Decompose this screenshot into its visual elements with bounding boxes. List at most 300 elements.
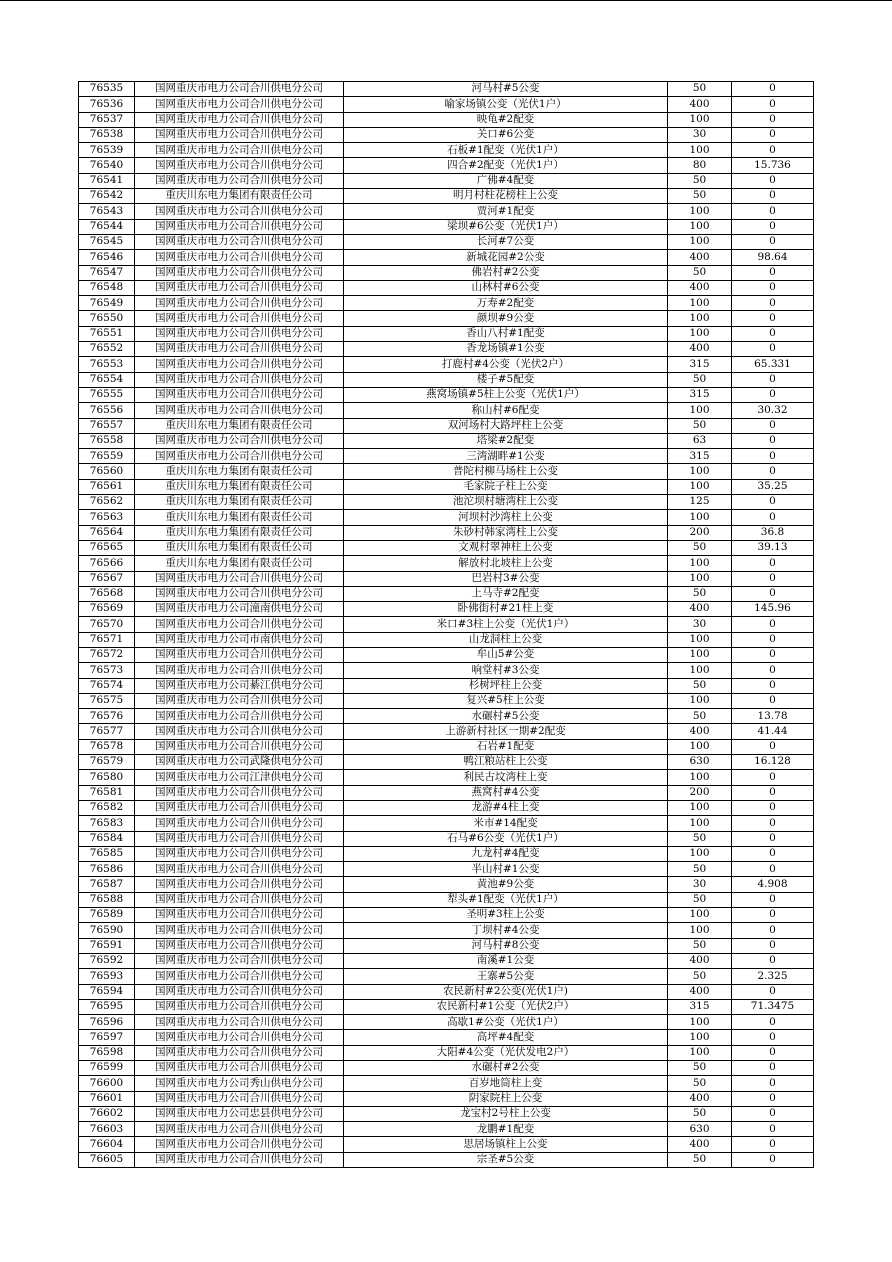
value-cell: 0 (732, 510, 814, 525)
table-row (79, 296, 814, 311)
capacity-cell: 315 (668, 999, 732, 1014)
capacity-cell: 100 (668, 632, 732, 647)
row-id-cell: 76554 (79, 372, 135, 387)
table-row (79, 510, 814, 525)
transformer-name-cell: 农民新村#2公变(光伏1户) (344, 984, 668, 999)
capacity-cell: 50 (668, 540, 732, 555)
value-cell: 41.44 (732, 724, 814, 739)
transformer-name-cell: 响堂村#3公变 (344, 663, 668, 678)
row-id-cell: 76537 (79, 112, 135, 127)
table-row (79, 923, 814, 938)
table-row (79, 82, 814, 97)
row-id-cell: 76603 (79, 1122, 135, 1137)
value-cell: 0 (732, 800, 814, 815)
value-cell: 0 (732, 892, 814, 907)
transformer-name-cell: 石马#6公变（光伏1户） (344, 831, 668, 846)
company-cell: 国网重庆市电力公司合川供电分公司 (135, 1045, 344, 1060)
table-row (79, 326, 814, 341)
value-cell: 0 (732, 1106, 814, 1121)
transformer-name-cell: 杉树坪柱上公变 (344, 678, 668, 693)
value-cell: 36.8 (732, 525, 814, 540)
row-id-cell: 76549 (79, 296, 135, 311)
capacity-cell: 100 (668, 770, 732, 785)
value-cell: 0 (732, 234, 814, 249)
value-cell: 0 (732, 1030, 814, 1045)
company-cell: 国网重庆市电力公司合川供电分公司 (135, 82, 344, 97)
transformer-name-cell: 阴家院柱上公变 (344, 1091, 668, 1106)
table-row (79, 1152, 814, 1167)
transformer-name-cell: 香山八村#1配变 (344, 326, 668, 341)
row-id-cell: 76539 (79, 143, 135, 158)
company-cell: 重庆川东电力集团有限责任公司 (135, 495, 344, 510)
capacity-cell: 50 (668, 938, 732, 953)
table-row (79, 97, 814, 112)
row-id-cell: 76585 (79, 846, 135, 861)
company-cell: 国网重庆市电力公司合川供电分公司 (135, 1091, 344, 1106)
transformer-name-cell: 上马寺#2配变 (344, 586, 668, 601)
table-row (79, 1091, 814, 1106)
transformer-name-cell: 河坝村沙湾柱上公变 (344, 510, 668, 525)
row-id-cell: 76562 (79, 495, 135, 510)
capacity-cell: 125 (668, 495, 732, 510)
row-id-cell: 76570 (79, 617, 135, 632)
table-body (79, 82, 814, 1168)
table-row (79, 449, 814, 464)
company-cell: 国网重庆市电力公司合川供电分公司 (135, 831, 344, 846)
company-cell: 国网重庆市电力公司合川供电分公司 (135, 112, 344, 127)
row-id-cell: 76550 (79, 311, 135, 326)
company-cell: 国网重庆市电力公司合川供电分公司 (135, 357, 344, 372)
value-cell: 65.331 (732, 357, 814, 372)
transformer-name-cell: 楼子#5配变 (344, 372, 668, 387)
value-cell: 0 (732, 984, 814, 999)
transformer-name-cell: 三湾湖畔#1公变 (344, 449, 668, 464)
row-id-cell: 76547 (79, 265, 135, 280)
row-id-cell: 76576 (79, 709, 135, 724)
capacity-cell: 315 (668, 387, 732, 402)
row-id-cell: 76556 (79, 403, 135, 418)
table-row (79, 280, 814, 295)
company-cell: 国网重庆市电力公司合川供电分公司 (135, 571, 344, 586)
value-cell: 0 (732, 693, 814, 708)
row-id-cell: 76544 (79, 219, 135, 234)
table-row (79, 234, 814, 249)
capacity-cell: 30 (668, 127, 732, 142)
capacity-cell: 100 (668, 234, 732, 249)
row-id-cell: 76552 (79, 342, 135, 357)
row-id-cell: 76601 (79, 1091, 135, 1106)
table-row (79, 173, 814, 188)
capacity-cell: 50 (668, 265, 732, 280)
transformer-name-cell: 关口#6公变 (344, 127, 668, 142)
company-cell: 国网重庆市电力公司合川供电分公司 (135, 938, 344, 953)
company-cell: 国网重庆市电力公司合川供电分公司 (135, 433, 344, 448)
capacity-cell: 400 (668, 1091, 732, 1106)
table-row (79, 1045, 814, 1060)
transformer-name-cell: 九龙村#4配变 (344, 846, 668, 861)
capacity-cell: 100 (668, 556, 732, 571)
capacity-cell: 100 (668, 739, 732, 754)
value-cell: 2.325 (732, 969, 814, 984)
value-cell: 0 (732, 189, 814, 204)
value-cell: 0 (732, 265, 814, 280)
value-cell: 35.25 (732, 479, 814, 494)
company-cell: 国网重庆市电力公司合川供电分公司 (135, 862, 344, 877)
row-id-cell: 76569 (79, 602, 135, 617)
table-row (79, 495, 814, 510)
table-row (79, 571, 814, 586)
capacity-cell: 400 (668, 984, 732, 999)
capacity-cell: 50 (668, 1061, 732, 1076)
value-cell: 0 (732, 739, 814, 754)
capacity-cell: 50 (668, 1152, 732, 1167)
row-id-cell: 76542 (79, 189, 135, 204)
row-id-cell: 76538 (79, 127, 135, 142)
company-cell: 国网重庆市电力公司合川供电分公司 (135, 739, 344, 754)
table-row (79, 785, 814, 800)
company-cell: 国网重庆市电力公司合川供电分公司 (135, 953, 344, 968)
row-id-cell: 76560 (79, 464, 135, 479)
transformer-name-cell: 普陀村柳马场柱上公变 (344, 464, 668, 479)
table-row (79, 372, 814, 387)
company-cell: 国网重庆市电力公司合川供电分公司 (135, 250, 344, 265)
value-cell: 0 (732, 296, 814, 311)
transformer-name-cell: 朱砂村韩家湾柱上公变 (344, 525, 668, 540)
table-row (79, 525, 814, 540)
table-row (79, 1137, 814, 1152)
transformer-name-cell: 解放村北坡柱上公变 (344, 556, 668, 571)
transformer-name-cell: 新城花园#2公变 (344, 250, 668, 265)
company-cell: 国网重庆市电力公司合川供电分公司 (135, 846, 344, 861)
row-id-cell: 76559 (79, 449, 135, 464)
transformer-name-cell: 河马村#5公变 (344, 82, 668, 97)
capacity-cell: 400 (668, 280, 732, 295)
row-id-cell: 76593 (79, 969, 135, 984)
value-cell: 0 (732, 953, 814, 968)
transformer-name-cell: 水碾村#5公变 (344, 709, 668, 724)
table-row (79, 877, 814, 892)
capacity-cell: 100 (668, 800, 732, 815)
company-cell: 国网重庆市电力公司合川供电分公司 (135, 663, 344, 678)
capacity-cell: 100 (668, 1015, 732, 1030)
capacity-cell: 400 (668, 250, 732, 265)
row-id-cell: 76575 (79, 693, 135, 708)
transformer-name-cell: 高坪#4配变 (344, 1030, 668, 1045)
capacity-cell: 400 (668, 724, 732, 739)
table-row (79, 908, 814, 923)
transformer-name-cell: 称山村#6配变 (344, 403, 668, 418)
company-cell: 国网重庆市电力公司合川供电分公司 (135, 1152, 344, 1167)
transformer-name-cell: 广佛#4配变 (344, 173, 668, 188)
value-cell: 0 (732, 1091, 814, 1106)
row-id-cell: 76577 (79, 724, 135, 739)
transformer-name-cell: 上游新村社区一期#2配变 (344, 724, 668, 739)
transformer-name-cell: 高歇1#公变（光伏1户） (344, 1015, 668, 1030)
table-row (79, 1106, 814, 1121)
table-row (79, 678, 814, 693)
table-row (79, 800, 814, 815)
table-row (79, 387, 814, 402)
table-row (79, 739, 814, 754)
row-id-cell: 76543 (79, 204, 135, 219)
row-id-cell: 76602 (79, 1106, 135, 1121)
value-cell: 0 (732, 1076, 814, 1091)
transformer-name-cell: 山龙洞柱上公变 (344, 632, 668, 647)
table-row (79, 143, 814, 158)
value-cell: 0 (732, 1137, 814, 1152)
table-row (79, 127, 814, 142)
transformer-name-cell: 思居场镇柱上公变 (344, 1137, 668, 1152)
transformer-name-cell: 半山村#1公变 (344, 862, 668, 877)
value-cell: 0 (732, 1061, 814, 1076)
value-cell: 0 (732, 831, 814, 846)
table-row (79, 709, 814, 724)
row-id-cell: 76592 (79, 953, 135, 968)
company-cell: 重庆川东电力集团有限责任公司 (135, 479, 344, 494)
table-row (79, 999, 814, 1014)
value-cell: 0 (732, 923, 814, 938)
table-row (79, 433, 814, 448)
transformer-name-cell: 塔梁#2配变 (344, 433, 668, 448)
company-cell: 国网重庆市电力公司合川供电分公司 (135, 311, 344, 326)
transformer-name-cell: 山林村#6公变 (344, 280, 668, 295)
transformer-name-cell: 巴岩村3#公变 (344, 571, 668, 586)
table-row (79, 158, 814, 173)
value-cell: 0 (732, 280, 814, 295)
row-id-cell: 76563 (79, 510, 135, 525)
table-row (79, 1076, 814, 1091)
capacity-cell: 100 (668, 571, 732, 586)
company-cell: 重庆川东电力集团有限责任公司 (135, 510, 344, 525)
capacity-cell: 400 (668, 953, 732, 968)
company-cell: 国网重庆市电力公司合川供电分公司 (135, 785, 344, 800)
transformer-name-cell: 双河场村大路坪柱上公变 (344, 418, 668, 433)
capacity-cell: 100 (668, 1030, 732, 1045)
company-cell: 国网重庆市电力公司合川供电分公司 (135, 984, 344, 999)
table-row (79, 204, 814, 219)
row-id-cell: 76586 (79, 862, 135, 877)
transformer-name-cell: 利民古坟湾柱上变 (344, 770, 668, 785)
value-cell: 16.128 (732, 755, 814, 770)
transformer-name-cell: 大阳#4公变（光伏发电2户） (344, 1045, 668, 1060)
company-cell: 国网重庆市电力公司合川供电分公司 (135, 143, 344, 158)
transformer-name-cell: 丁坝村#4公变 (344, 923, 668, 938)
company-cell: 国网重庆市电力公司合川供电分公司 (135, 403, 344, 418)
row-id-cell: 76599 (79, 1061, 135, 1076)
company-cell: 国网重庆市电力公司合川供电分公司 (135, 449, 344, 464)
table-row (79, 1015, 814, 1030)
row-id-cell: 76557 (79, 418, 135, 433)
capacity-cell: 100 (668, 647, 732, 662)
table-row (79, 250, 814, 265)
table-row (79, 1122, 814, 1137)
company-cell: 国网重庆市电力公司秀山供电分公司 (135, 1076, 344, 1091)
row-id-cell: 76572 (79, 647, 135, 662)
table-row (79, 586, 814, 601)
capacity-cell: 100 (668, 204, 732, 219)
transformer-name-cell: 映龟#2配变 (344, 112, 668, 127)
value-cell: 0 (732, 326, 814, 341)
company-cell: 国网重庆市电力公司合川供电分公司 (135, 999, 344, 1014)
row-id-cell: 76564 (79, 525, 135, 540)
value-cell: 0 (732, 173, 814, 188)
capacity-cell: 100 (668, 510, 732, 525)
value-cell: 0 (732, 816, 814, 831)
table-row (79, 647, 814, 662)
table-row (79, 846, 814, 861)
capacity-cell: 50 (668, 1106, 732, 1121)
row-id-cell: 76583 (79, 816, 135, 831)
value-cell: 0 (732, 311, 814, 326)
company-cell: 国网重庆市电力公司江津供电分公司 (135, 770, 344, 785)
transformer-name-cell: 石岩#1配变 (344, 739, 668, 754)
row-id-cell: 76568 (79, 586, 135, 601)
page-top-rule (0, 0, 892, 1)
transformer-name-cell: 文观村翠神柱上公变 (344, 540, 668, 555)
row-id-cell: 76555 (79, 387, 135, 402)
transformer-name-cell: 佛岩村#2公变 (344, 265, 668, 280)
value-cell: 0 (732, 372, 814, 387)
company-cell: 国网重庆市电力公司武隆供电分公司 (135, 755, 344, 770)
company-cell: 重庆川东电力集团有限责任公司 (135, 556, 344, 571)
value-cell: 0 (732, 908, 814, 923)
value-cell: 0 (732, 785, 814, 800)
company-cell: 国网重庆市电力公司合川供电分公司 (135, 586, 344, 601)
transformer-name-cell: 水碾村#2公变 (344, 1061, 668, 1076)
row-id-cell: 76600 (79, 1076, 135, 1091)
row-id-cell: 76535 (79, 82, 135, 97)
transformer-name-cell: 龙宝村2号柱上公变 (344, 1106, 668, 1121)
table-row (79, 831, 814, 846)
row-id-cell: 76541 (79, 173, 135, 188)
value-cell: 0 (732, 846, 814, 861)
row-id-cell: 76548 (79, 280, 135, 295)
table-row (79, 311, 814, 326)
value-cell: 0 (732, 204, 814, 219)
company-cell: 国网重庆市电力公司合川供电分公司 (135, 969, 344, 984)
table-row (79, 770, 814, 785)
table-row (79, 969, 814, 984)
table-row (79, 953, 814, 968)
row-id-cell: 76561 (79, 479, 135, 494)
row-id-cell: 76584 (79, 831, 135, 846)
capacity-cell: 630 (668, 1122, 732, 1137)
transformer-name-cell: 燕窝场镇#5柱上公变（光伏1户） (344, 387, 668, 402)
capacity-cell: 50 (668, 372, 732, 387)
company-cell: 国网重庆市电力公司忠县供电分公司 (135, 1106, 344, 1121)
row-id-cell: 76558 (79, 433, 135, 448)
company-cell: 国网重庆市电力公司合川供电分公司 (135, 265, 344, 280)
capacity-cell: 100 (668, 663, 732, 678)
company-cell: 国网重庆市电力公司合川供电分公司 (135, 923, 344, 938)
capacity-cell: 200 (668, 785, 732, 800)
table-row (79, 602, 814, 617)
table-row (79, 816, 814, 831)
value-cell: 0 (732, 663, 814, 678)
value-cell: 0 (732, 1045, 814, 1060)
value-cell: 0 (732, 1152, 814, 1167)
company-cell: 国网重庆市电力公司合川供电分公司 (135, 296, 344, 311)
company-cell: 国网重庆市电力公司合川供电分公司 (135, 387, 344, 402)
capacity-cell: 400 (668, 342, 732, 357)
row-id-cell: 76580 (79, 770, 135, 785)
capacity-cell: 50 (668, 82, 732, 97)
table-row (79, 938, 814, 953)
value-cell: 0 (732, 770, 814, 785)
capacity-cell: 80 (668, 158, 732, 173)
capacity-cell: 100 (668, 219, 732, 234)
capacity-cell: 100 (668, 846, 732, 861)
row-id-cell: 76567 (79, 571, 135, 586)
value-cell: 0 (732, 571, 814, 586)
company-cell: 国网重庆市电力公司合川供电分公司 (135, 816, 344, 831)
capacity-cell: 315 (668, 357, 732, 372)
company-cell: 国网重庆市电力公司合川供电分公司 (135, 372, 344, 387)
capacity-cell: 100 (668, 296, 732, 311)
transformer-name-cell: 燕窝村#4公变 (344, 785, 668, 800)
transformer-name-cell: 万寿#2配变 (344, 296, 668, 311)
company-cell: 国网重庆市电力公司市南供电分公司 (135, 632, 344, 647)
row-id-cell: 76571 (79, 632, 135, 647)
company-cell: 国网重庆市电力公司合川供电分公司 (135, 204, 344, 219)
value-cell: 0 (732, 219, 814, 234)
value-cell: 145.96 (732, 602, 814, 617)
capacity-cell: 100 (668, 143, 732, 158)
capacity-cell: 315 (668, 449, 732, 464)
capacity-cell: 100 (668, 908, 732, 923)
transformer-name-cell: 四合#2配变（光伏1户） (344, 158, 668, 173)
row-id-cell: 76597 (79, 1030, 135, 1045)
row-id-cell: 76565 (79, 540, 135, 555)
company-cell: 国网重庆市电力公司合川供电分公司 (135, 877, 344, 892)
row-id-cell: 76578 (79, 739, 135, 754)
row-id-cell: 76579 (79, 755, 135, 770)
transformer-name-cell: 复兴#5柱上公变 (344, 693, 668, 708)
company-cell: 重庆川东电力集团有限责任公司 (135, 418, 344, 433)
capacity-cell: 100 (668, 479, 732, 494)
value-cell: 0 (732, 938, 814, 953)
table-row (79, 632, 814, 647)
value-cell: 0 (732, 862, 814, 877)
row-id-cell: 76595 (79, 999, 135, 1014)
value-cell: 0 (732, 1122, 814, 1137)
transformer-name-cell: 米口#3柱上公变（光伏1户） (344, 617, 668, 632)
value-cell: 0 (732, 617, 814, 632)
value-cell: 0 (732, 464, 814, 479)
capacity-cell: 100 (668, 816, 732, 831)
capacity-cell: 50 (668, 173, 732, 188)
capacity-cell: 30 (668, 877, 732, 892)
capacity-cell: 50 (668, 678, 732, 693)
transformer-name-cell: 池沱坝村塘湾柱上公变 (344, 495, 668, 510)
row-id-cell: 76598 (79, 1045, 135, 1060)
capacity-cell: 50 (668, 969, 732, 984)
value-cell: 0 (732, 678, 814, 693)
company-cell: 国网重庆市电力公司合川供电分公司 (135, 693, 344, 708)
table-row (79, 265, 814, 280)
table-row (79, 1061, 814, 1076)
row-id-cell: 76536 (79, 97, 135, 112)
value-cell: 0 (732, 495, 814, 510)
capacity-cell: 50 (668, 892, 732, 907)
capacity-cell: 50 (668, 189, 732, 204)
company-cell: 重庆川东电力集团有限责任公司 (135, 189, 344, 204)
value-cell: 0 (732, 586, 814, 601)
row-id-cell: 76588 (79, 892, 135, 907)
row-id-cell: 76566 (79, 556, 135, 571)
row-id-cell: 76545 (79, 234, 135, 249)
table-row (79, 464, 814, 479)
